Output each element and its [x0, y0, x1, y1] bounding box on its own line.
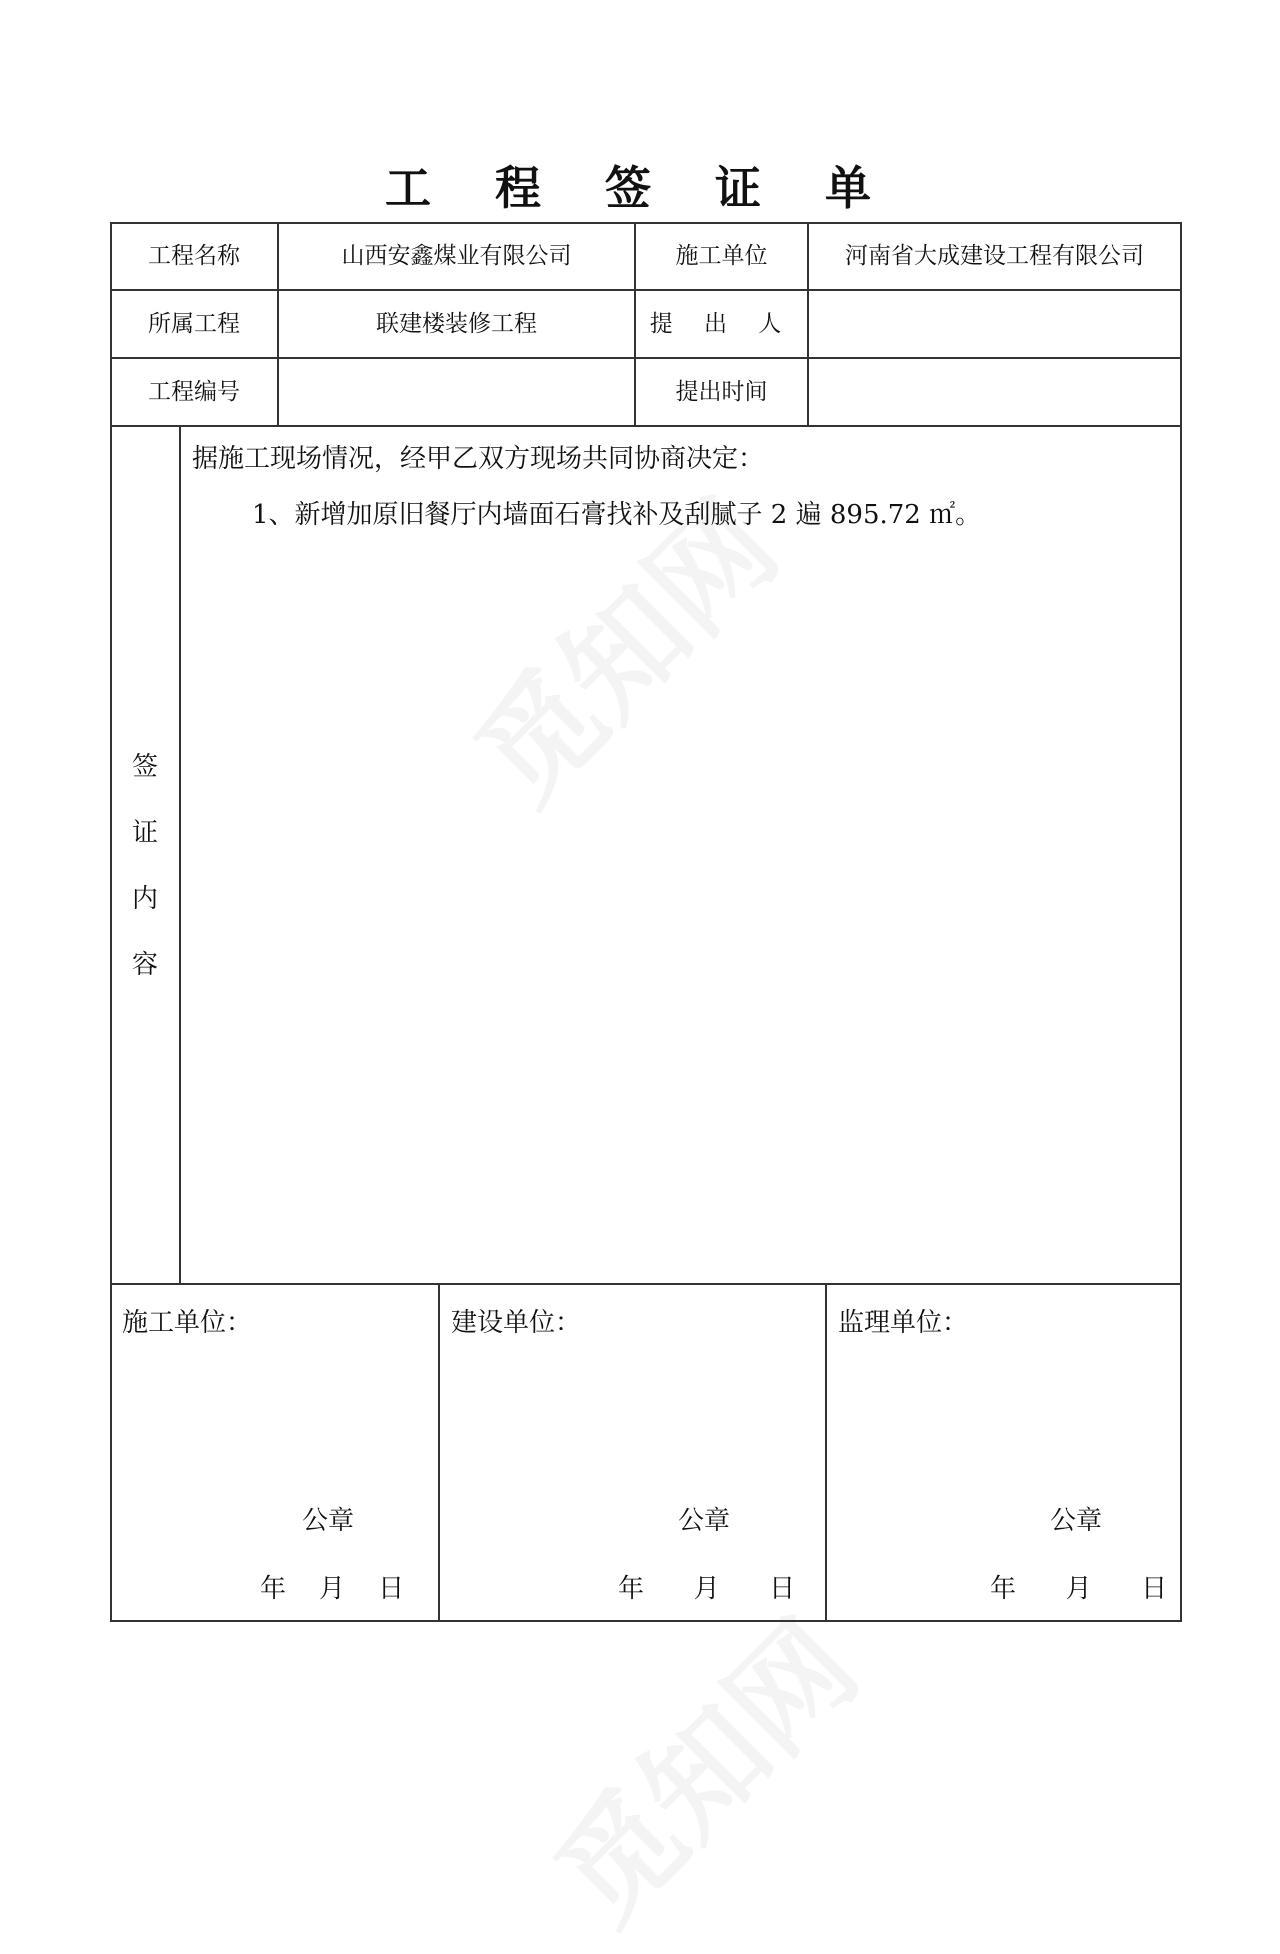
supervisor-date: 年 月 日: [990, 1574, 1168, 1604]
proposed-time-label: 提出时间: [675, 379, 768, 405]
contractor-signature-label: 施工单位：: [122, 1308, 253, 1338]
sub-project-label: 所属工程: [148, 311, 240, 337]
supervisor-signature-label: 监理单位：: [838, 1308, 969, 1338]
label-char: 签: [131, 752, 158, 782]
project-name-label: 工程名称: [148, 243, 240, 269]
label-char: 内: [131, 884, 158, 914]
contractor-seal: 公章: [302, 1506, 355, 1536]
owner-date: 年 月 日: [618, 1574, 796, 1604]
contractor-label: 施工单位: [675, 243, 768, 269]
project-no-label: 工程编号: [148, 379, 240, 405]
content-section-label: [110, 734, 180, 998]
project-name-value: 山西安鑫煤业有限公司: [341, 243, 572, 269]
label-char: 证: [131, 818, 158, 848]
contractor-value: 河南省大成建设工程有限公司: [845, 243, 1144, 269]
owner-signature-label: 建设单位：: [451, 1308, 582, 1338]
proposer-value: [809, 291, 1180, 357]
proposed-time-value: [809, 359, 1180, 425]
contractor-date: 年 月 日: [260, 1574, 405, 1604]
proposer-label: 提 出 人: [649, 311, 794, 337]
watermark: [512, 1578, 888, 1954]
supervisor-seal: 公章: [1050, 1506, 1103, 1536]
label-char: 容: [131, 950, 158, 980]
owner-seal: 公章: [678, 1506, 731, 1536]
content-item: 1、新增加原旧餐厅内墙面石膏找补及刮腻子 2 遍 895.72 ㎡。: [252, 500, 982, 530]
page-title: 工 程 签 证 单: [384, 161, 896, 215]
sub-project-value: 联建楼装修工程: [376, 311, 537, 337]
project-no-value: [279, 359, 634, 425]
content-intro: 据施工现场情况，经甲乙双方现场共同协商决定：: [192, 444, 765, 474]
